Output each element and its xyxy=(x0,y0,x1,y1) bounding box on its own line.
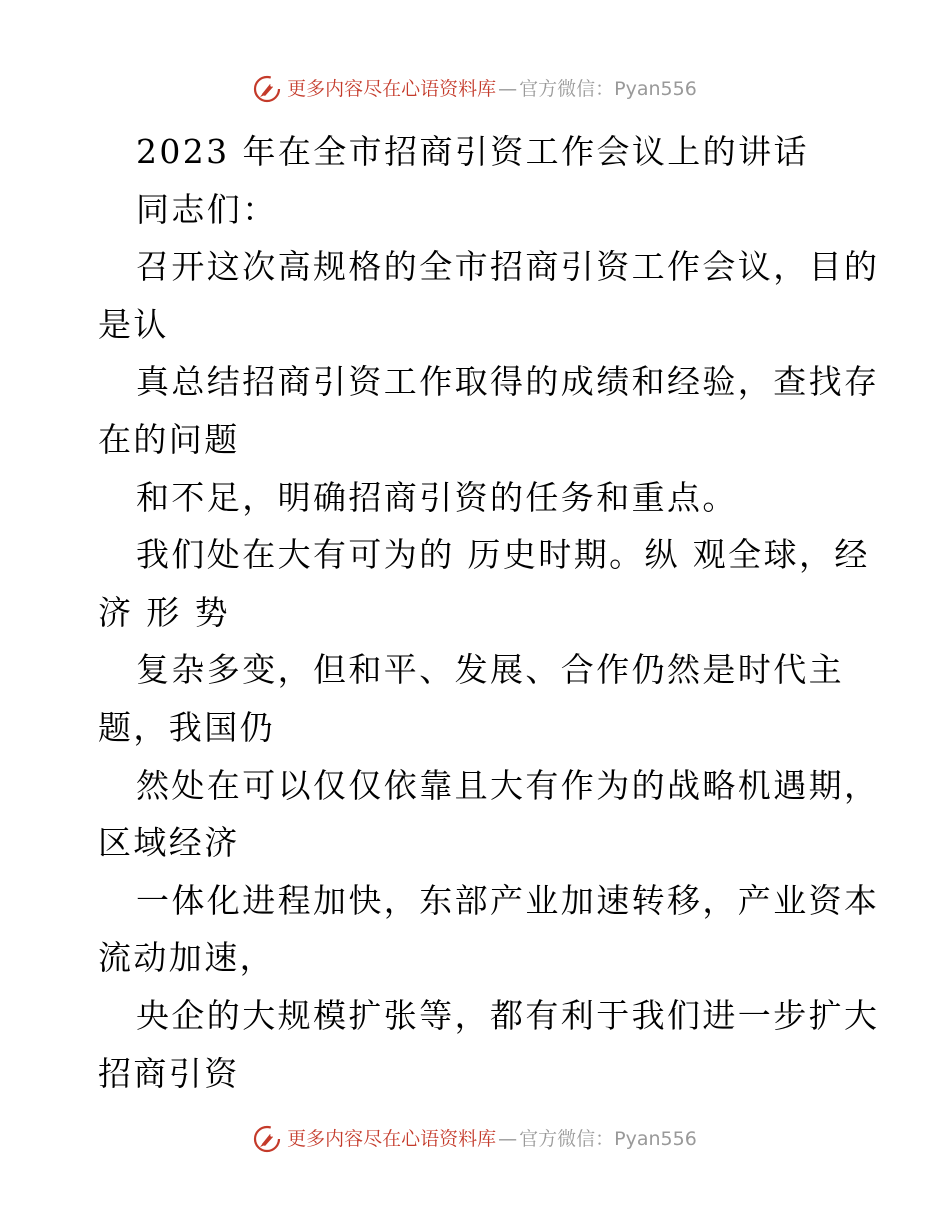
paragraph-line: 题，我国仍 xyxy=(98,707,275,747)
fountain-pen-seal-icon xyxy=(253,1125,281,1153)
paragraph-line: 央企的大规模扩张等，都有利于我们进一步扩大 xyxy=(136,995,880,1035)
paragraph-line: 我们处在大有可为的 历史时期。纵 观全球，经 xyxy=(136,535,870,575)
document-title: 2023 年在全市招商引资工作会议上的讲话 xyxy=(136,132,809,171)
paragraph-line: 真总结招商引资工作取得的成绩和经验，查找存 xyxy=(136,362,880,402)
paragraph-line: 召开这次高规格的全市招商引资工作会议，目的 xyxy=(136,247,880,287)
document-body xyxy=(0,123,950,1102)
paragraph-line: 济 形 势 xyxy=(98,592,230,632)
paragraph-line: 和不足，明确招商引资的任务和重点。 xyxy=(136,477,738,517)
paragraph-line: 在的问题 xyxy=(98,419,240,459)
watermark-grey-text: 官方微信：Pyan556 xyxy=(519,78,697,100)
fountain-pen-seal-icon xyxy=(253,75,281,103)
footer-watermark xyxy=(0,1124,950,1154)
watermark-red-text: 更多内容尽在心语资料库 xyxy=(287,1128,497,1150)
paragraph-line: 复杂多变，但和平、发展、合作仍然是时代主 xyxy=(136,650,844,690)
watermark-red-text: 更多内容尽在心语资料库 xyxy=(287,78,497,100)
paragraph-line: 然处在可以仅仅依靠且大有作为的战略机遇期， xyxy=(136,765,880,805)
paragraph-line: 一体化进程加快，东部产业加速转移，产业资本 xyxy=(136,880,880,920)
paragraph-line: 流动加速， xyxy=(98,938,275,978)
paragraph-line: 招商引资 xyxy=(98,1053,240,1093)
watermark-separator: — xyxy=(498,78,518,100)
watermark-grey-text: 官方微信：Pyan556 xyxy=(519,1128,697,1150)
watermark-separator: — xyxy=(498,1128,518,1150)
header-watermark xyxy=(0,74,950,104)
salutation: 同志们： xyxy=(136,189,278,229)
paragraph-line: 区域经济 xyxy=(98,823,240,863)
paragraph-line: 是认 xyxy=(98,304,169,344)
